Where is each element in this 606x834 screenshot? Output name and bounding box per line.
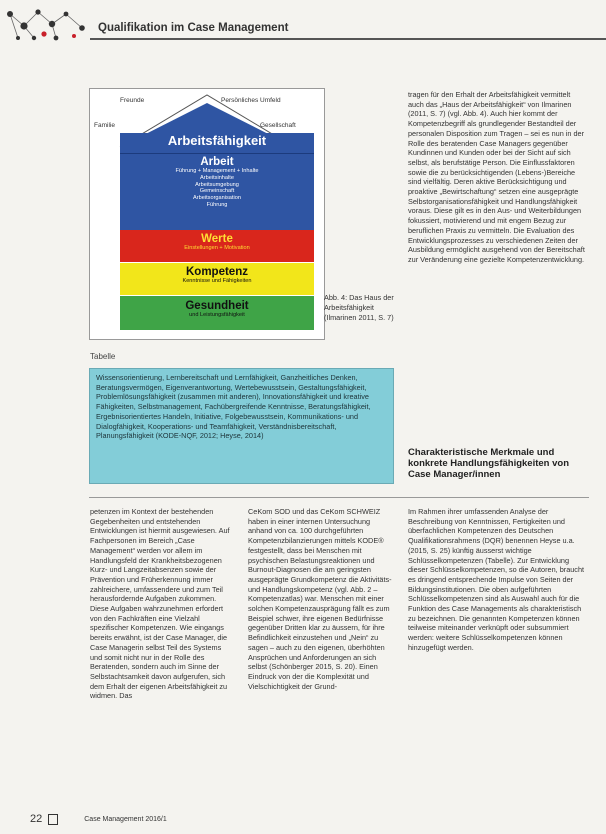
network-logo-icon <box>4 4 92 44</box>
footer-source: Case Management 2016/1 <box>84 815 167 823</box>
layer-line: Führung + Management + Inhalte <box>175 168 259 174</box>
right-column-upper <box>408 90 588 440</box>
layer-title: Arbeitsfähigkeit <box>167 133 267 148</box>
paragraph: tragen für den Erhalt der Arbeitsfähigkeit vermittelt auch das „Haus der Arbeitsfähigkeit“ von Ilmarinen (2011, S. 7) (vgl. Abb. 4). Auch hier kommt der Kompetenzbegriff als grundlegender Bestandteil der personalen Disposition zum Tragen – sei es nun in der Rolle des beratenden Case Managers gegenüber Kundinnen und Kunden oder bei der Sicht auf sich selbst, als berufstätige Person. Die Einflussfaktoren sowie die zu berücksichtigenden (Lebens-)Bereiche sind vielfältig. Deren aktive Berücksichtigung und proaktive „Bewirtschaftung“ setzen eine ausgeprägte Selbstorganisationsfähigkeit und Handlungsfähigkeit voraus. Diese gilt es in den Aus- und Weiterbildungen fokussiert, motivierend und mit engem Bezug zur beruflichen Praxis zu vermitteln. Die Evaluation des Entwicklungsprozesses zu verschiedenen Zeiten der Ausbildung ermöglicht ausgehend von der Bereitschaft zur Veränderung eine gezielte Kompetenzentwicklung. <box>408 90 585 264</box>
journal-mark-icon <box>48 814 58 825</box>
layer-title: Werte <box>201 233 233 245</box>
figure-caption: Abb. 4: Das Haus der Arbeitsfähigkeit (Ilmarinen 2011, S. 7) <box>324 293 394 322</box>
paragraph: Im Rahmen ihrer umfassenden Analyse der Beschreibung von Kenntnissen, Fertigkeiten und überfachlichen Kompetenzen des Deutschen Qualifikationsrahmens (DQR) benennen Heyse u.a. (2015, S. 25) künftig äusserst wichtige Schlüsselkompetenzen (Tabelle). Zur Entwicklung dieser Schlüsselkompetenzen, so die Autoren, braucht es dringend entsprechende Impulse von Seiten der Bildungsinstitutionen. Die oben aufgeführten Schlüsselkompetenzen sind als Auswahl auch für die Funktion des Case Managements als charakteristisch zu bezeichnen. Die genannten Kompetenzen können teilweise miteinander verknüpft oder subsummiert werden: weitere Schlüsselkompetenzen können hinzugefügt werden. <box>408 507 585 652</box>
label-family: Familie <box>94 122 115 129</box>
layer-title: Kompetenz <box>186 266 248 278</box>
header-rule <box>90 38 606 40</box>
page-footer <box>30 813 167 825</box>
layer-gesundheit <box>120 296 314 330</box>
label-friends: Freunde <box>120 97 145 104</box>
paragraph: CeKom SOD und das CeKom SCHWEIZ haben in einer internen Untersuchung anhand von ca. 100 durchgeführten Kompetenzbilanzierungen mittels KODE® festgestellt, dass bei Menschen mit psychischen Belastungsreaktionen und Burnout-Diagnosen die am geringsten ausgeprägte Grundkompetenz die Aktivitäts- und Handlungskompetenz (vgl. Abb. 2 – Kompetenzatlas) war. Menschen mit einer solchen Kompetenzausprägung fällt es zum Beispiel schwer, ihre eigenen Bedürfnisse gegenüber Dritten klar zu äussern, für ihre Befindlichkeit einzustehen und „Nein“ zu sagen – auch zu den eigenen, überhöhten Ansprüchen und Anforderungen an sich selbst (Schönberger 2015, S. 20). Einen Eindruck von der die Komplexität und Vielschichtigkeit der Grund- <box>248 507 392 691</box>
page-number: 22 <box>30 813 43 825</box>
layer-arbeitsfaehigkeit <box>120 133 314 153</box>
lower-column-2 <box>248 507 396 805</box>
layer-title: Arbeit <box>200 156 234 168</box>
layer-line: Arbeitsorganisation <box>193 195 241 202</box>
layer-line: Führung <box>206 201 228 208</box>
running-header-title: Qualifikation im Case Management <box>98 22 289 34</box>
table-label: Tabelle <box>90 352 116 361</box>
lower-column-1 <box>90 507 235 805</box>
paragraph: petenzen im Kontext der bestehenden Gegebenheiten und entstehenden Entwicklungen ist hiermit ausgewiesen. Auf Fachpersonen im Bereich „Case Management“ werden vor allem im Handlungsfeld der Krankheitsbezogenen Kurz- und Langzeitabsenzen sowie der Prävention und Früherkennung immer zahlreichere, umfassendere und zum Teil herausfordernde Aufgaben zukommen. Diese Aufgaben wahrzunehmen erfordert von den Fachkräften eine Vielzahl spezifischer Kompetenzen. Wie eingangs bereits erwähnt, ist der Case Manager, die Case Managerin selbst Teil des Systems und somit nicht nur in der Rolle des Beratenden, sondern auch im Sinne der Selbstachtsamkeit davon aufgerufen, sich dem Erhalt der eigenen Arbeitsfähigkeit zu widmen. Das <box>90 507 230 701</box>
layer-line: Arbeitsumgebung <box>195 181 239 188</box>
layer-line: Einstellungen + Motivation <box>184 245 250 251</box>
layer-werte <box>120 230 314 262</box>
house-of-work-ability-figure <box>89 88 325 340</box>
lower-column-3 <box>408 507 588 805</box>
key-competencies-table <box>89 368 394 484</box>
table-text: Wissensorientierung, Lernbereitschaft und Lernfähigkeit, Ganzheitliches Denken, Beratungsvermögen, Eigenverantwortung, Wertebewusstsein, Gestaltungsfähigkeit, Problemlösungsfähigkeit (zusammen mit anderen), Innovationsfähigkeit und kreative Fähigkeiten, Selbstmanagement, Fachübergreifende Kenntnisse, Beratungsfähigkeit, Ergebnisorientiertes Handeln, Initiative, Folgebewusstsein, Kommunikations- und Dialogfähigkeit, Kooperations- und Teamfähigkeit, Verständnisbereitschaft, Planungsfähigkeit (KODE-NQF, 2012; Heyse, 2014) <box>96 373 371 441</box>
layer-arbeit <box>120 153 314 230</box>
layer-kompetenz <box>120 263 314 295</box>
label-society: Gesellschaft <box>260 122 296 129</box>
section-divider <box>89 497 589 498</box>
section-heading: Charakteristische Merkmale und konkrete Handlungsfähigkeiten von Case Manager/innen <box>408 447 569 480</box>
layer-line: Gemeinschaft <box>199 188 235 195</box>
layer-line: Kenntnisse und Fähigkeiten <box>182 278 252 284</box>
label-personal-environment: Persönliches Umfeld <box>221 97 281 104</box>
layer-line: und Leistungsfähigkeit <box>189 312 245 318</box>
layer-line: Arbeitsinhalte <box>200 174 234 181</box>
layer-title: Gesundheit <box>185 300 249 312</box>
